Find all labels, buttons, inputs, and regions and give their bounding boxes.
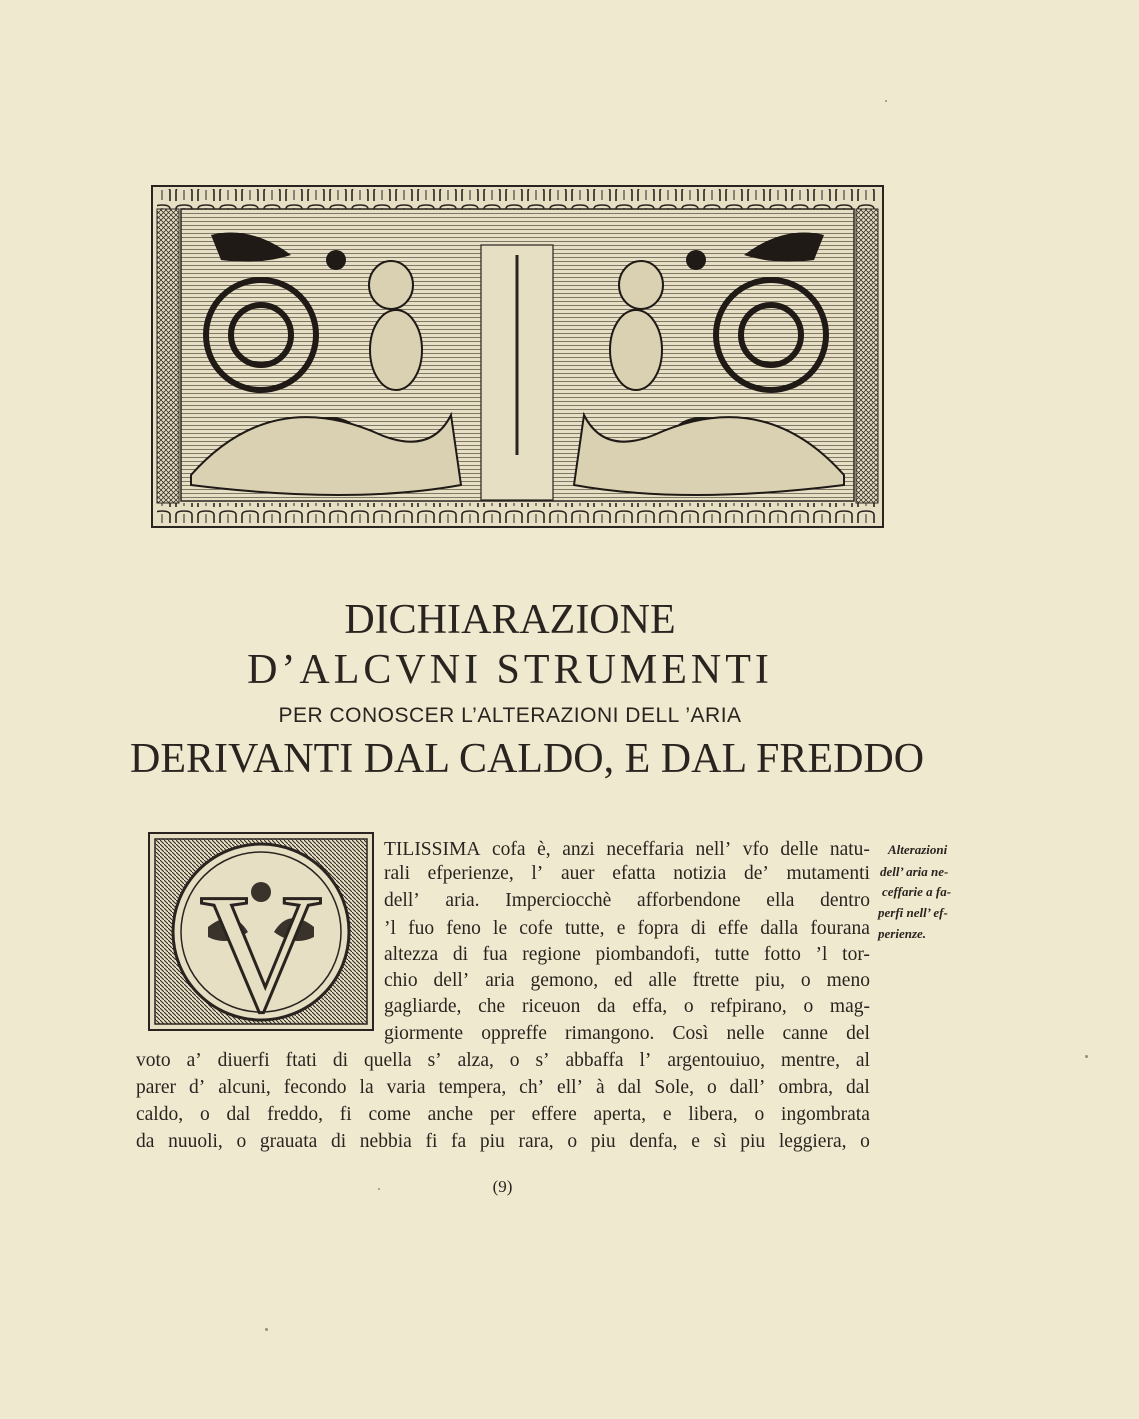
marginal-note-line: Alterazioni: [888, 842, 948, 857]
word: o: [236, 1131, 247, 1152]
word: ella: [766, 890, 795, 911]
word: o: [199, 1104, 210, 1125]
word: o: [509, 1050, 520, 1071]
word: giormente: [384, 1023, 464, 1044]
word: come: [368, 1104, 411, 1125]
marginal-note-line: perienze.: [878, 926, 927, 941]
word: s’: [535, 1050, 550, 1071]
word: notizia: [673, 863, 727, 884]
word: grauata: [259, 1131, 318, 1152]
word: leggiera,: [778, 1131, 847, 1152]
word: ell’: [557, 1077, 584, 1098]
word: rara,: [518, 1131, 554, 1152]
title-line-2: D’ALCVNI STRUMENTI: [247, 647, 773, 693]
word: ed: [614, 970, 633, 991]
word: ’l: [815, 944, 828, 965]
word: fopra: [637, 918, 679, 939]
word: Così: [672, 1023, 709, 1044]
body-line: [136, 1050, 870, 1072]
word: piu: [590, 1131, 616, 1152]
word: s’: [427, 1050, 442, 1071]
word: nebbia: [359, 1131, 412, 1152]
word: chio: [384, 970, 418, 991]
word: da: [597, 996, 616, 1017]
word: è,: [537, 839, 551, 860]
word: e: [691, 1131, 700, 1152]
marginal-note-line: perfi nell’ ef-: [878, 905, 948, 920]
word: alle: [648, 970, 677, 991]
word: regione: [522, 944, 581, 965]
word: ombra,: [778, 1077, 834, 1098]
word: o: [754, 1104, 765, 1125]
word: fi: [425, 1131, 438, 1152]
body-line: [136, 1131, 870, 1153]
word: tutte: [714, 944, 750, 965]
word: neceffaria: [606, 839, 684, 860]
word: TILISSIMA: [384, 839, 481, 860]
word: refpirano,: [710, 996, 787, 1017]
word: caldo,: [136, 1104, 184, 1125]
word: piu: [740, 1131, 766, 1152]
body-line: [384, 890, 870, 912]
word: piombandofi,: [595, 944, 700, 965]
word: dell’: [433, 970, 470, 991]
word: o: [800, 970, 811, 991]
page-number: (9): [492, 1177, 513, 1196]
word: dal: [617, 1077, 642, 1098]
word: tor-: [842, 944, 870, 965]
word: anzi: [562, 839, 595, 860]
word: dell’: [384, 890, 420, 911]
word: di: [452, 944, 468, 965]
word: effere: [531, 1104, 577, 1125]
word: efperienze,: [427, 863, 514, 884]
headpiece-ornament: [151, 185, 884, 528]
word: sì: [713, 1131, 727, 1152]
word: denfa,: [629, 1131, 678, 1152]
paper-speck: [885, 100, 887, 102]
body-line: [136, 1104, 870, 1126]
decorated-initial: [148, 832, 374, 1031]
word: gemono,: [530, 970, 599, 991]
body-line: [384, 996, 870, 1018]
word: altezza: [384, 944, 439, 965]
word: e: [616, 918, 626, 939]
word: fi: [339, 1104, 352, 1125]
word: Imperciocchè: [505, 890, 612, 911]
word: dalla: [760, 918, 799, 939]
word: aperta,: [593, 1104, 647, 1125]
word: argentouiuo,: [667, 1050, 766, 1071]
word: mentre,: [780, 1050, 840, 1071]
word: natu-: [829, 839, 870, 860]
word: o: [860, 1131, 870, 1152]
word: varia: [386, 1077, 426, 1098]
word: ch’: [519, 1077, 545, 1098]
word: nuuoli,: [168, 1131, 223, 1152]
body-line: [384, 1023, 870, 1045]
word: alcuni,: [218, 1077, 271, 1098]
word: parer: [136, 1077, 177, 1098]
word: cofe: [519, 918, 553, 939]
word: tempera,: [438, 1077, 507, 1098]
marginal-note-line: dell’ aria ne-: [880, 864, 949, 879]
body-line: [384, 970, 870, 992]
paper-speck: [265, 1328, 268, 1331]
word: libera,: [688, 1104, 738, 1125]
word: auer: [560, 863, 595, 884]
word: nelle: [726, 1023, 765, 1044]
word: riceuon: [521, 996, 581, 1017]
title-line-3: PER CONOSCER L’ALTERAZIONI DELL ’ARIA: [278, 704, 742, 727]
word: da: [136, 1131, 155, 1152]
word: dal: [226, 1104, 251, 1125]
word: o: [567, 1131, 578, 1152]
word: gagliarde,: [384, 996, 462, 1017]
word: effe: [718, 918, 749, 939]
title-line-1: DICHIARAZIONE: [344, 597, 676, 643]
word: meno: [826, 970, 870, 991]
word: fotto: [764, 944, 801, 965]
word: a’: [186, 1050, 202, 1071]
word: o: [706, 1077, 717, 1098]
word: ftati: [285, 1050, 317, 1071]
word: de’: [743, 863, 769, 884]
word: dall’: [729, 1077, 766, 1098]
word: nell’: [695, 839, 732, 860]
word: anche: [427, 1104, 474, 1125]
word: del: [846, 1023, 870, 1044]
word: à: [596, 1077, 605, 1098]
word: effa,: [632, 996, 668, 1017]
word: Sole,: [654, 1077, 694, 1098]
marginal-note-line: ceffarie a fa-: [882, 884, 952, 899]
word: fuo: [408, 918, 435, 939]
word: di: [332, 1050, 349, 1071]
word: delle: [780, 839, 819, 860]
word: oppreffe: [481, 1023, 547, 1044]
word: dal: [846, 1077, 870, 1098]
word: vfo: [742, 839, 769, 860]
word: fua: [482, 944, 508, 965]
word: che: [478, 996, 506, 1017]
word: tutte,: [565, 918, 605, 939]
word: feno: [446, 918, 481, 939]
word: canne: [782, 1023, 828, 1044]
word: freddo,: [267, 1104, 323, 1125]
word: fourana: [810, 918, 870, 939]
word: efatta: [612, 863, 656, 884]
word: o: [803, 996, 814, 1017]
word: alza,: [457, 1050, 494, 1071]
word: l’: [531, 863, 544, 884]
paper-speck: [378, 1188, 380, 1190]
word: l’: [639, 1050, 652, 1071]
body-line: [136, 1077, 870, 1099]
word: le: [493, 918, 508, 939]
title-line-4: DERIVANTI DAL CALDO, E DAL FREDDO: [130, 736, 925, 782]
word: o: [683, 996, 694, 1017]
paper-speck: [1085, 1055, 1088, 1058]
word: diuerfi: [217, 1050, 270, 1071]
word: la: [359, 1077, 374, 1098]
body-line: [384, 944, 870, 966]
headpiece-ornament-graphic: [151, 185, 884, 528]
word: abbaffa: [565, 1050, 624, 1071]
word: fa: [451, 1131, 467, 1152]
word: aria: [485, 970, 515, 991]
word: cofa: [492, 839, 526, 860]
word: per: [489, 1104, 515, 1125]
word: aria.: [445, 890, 480, 911]
initial-letter: V: [199, 859, 323, 1031]
word: quella: [364, 1050, 412, 1071]
word: di: [330, 1131, 347, 1152]
word: ’l: [384, 918, 396, 939]
body-line: [384, 918, 870, 940]
word: voto: [136, 1050, 171, 1071]
word: piu,: [755, 970, 785, 991]
word: di: [690, 918, 706, 939]
body-line: [384, 863, 870, 885]
body-line: [384, 839, 870, 861]
word: mutamenti: [786, 863, 870, 884]
word: rali: [384, 863, 410, 884]
word: rimangono.: [565, 1023, 655, 1044]
word: afforbendone: [637, 890, 741, 911]
word: al: [855, 1050, 870, 1071]
word: mag-: [829, 996, 870, 1017]
word: ingombrata: [781, 1104, 870, 1125]
word: d’: [189, 1077, 206, 1098]
decorated-initial-graphic: [148, 832, 374, 1031]
word: fecondo: [283, 1077, 347, 1098]
word: dentro: [820, 890, 870, 911]
word: piu: [479, 1131, 505, 1152]
word: ftrette: [692, 970, 740, 991]
word: e: [662, 1104, 672, 1125]
